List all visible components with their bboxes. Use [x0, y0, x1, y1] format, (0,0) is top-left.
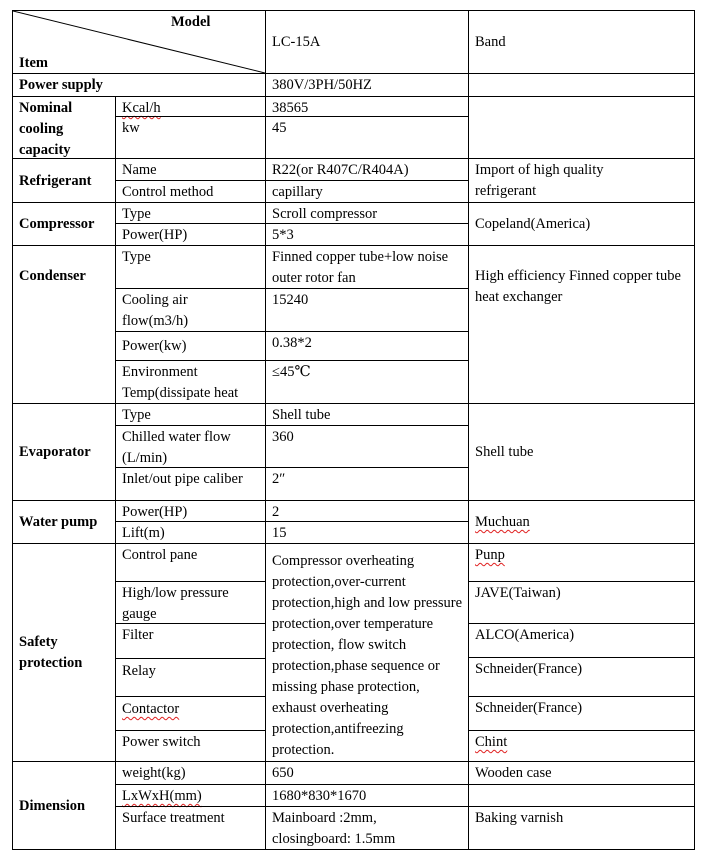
evaporator-label: Evaporator: [12, 403, 116, 501]
dimension-band: Wooden case: [468, 761, 695, 785]
safety-band: Punp: [468, 543, 695, 582]
water-pump-band: Muchuan: [468, 500, 695, 544]
refrigerant-band: Import of high quality refrigerant: [468, 158, 695, 203]
compressor-band: Copeland(America): [468, 202, 695, 246]
dimension-band: Baking varnish: [468, 806, 695, 850]
condenser-value: 15240: [265, 288, 469, 332]
water-pump-value: 2: [265, 500, 469, 522]
evaporator-band: Shell tube: [468, 403, 695, 501]
evaporator-param: Inlet/out pipe caliber: [115, 467, 266, 501]
safety-band: JAVE(Taiwan): [468, 581, 695, 624]
condenser-band-text: High efficiency Finned copper tube heat exchanger: [475, 268, 681, 305]
refrigerant-param: Name: [115, 158, 266, 181]
compressor-param: Power(HP): [115, 223, 266, 246]
condenser-param: Type: [115, 245, 266, 289]
safety-band: ALCO(America): [468, 623, 695, 658]
safety-band: Schneider(France): [468, 696, 695, 731]
safety-param: Filter: [115, 623, 266, 659]
power-supply-value: 380V/3PH/50HZ: [265, 73, 469, 97]
condenser-band: [468, 245, 695, 404]
condenser-param: Power(kw): [115, 331, 266, 361]
safety-description: Compressor overheating protection,over-current protection,high and low pressure protection,over temperature protection, flow switch protection,phase sequence or missing phase protection, exhaust overheating protection,antifreezing protection.: [265, 543, 469, 762]
header-corner-cell: [12, 10, 266, 74]
compressor-value: 5*3: [265, 223, 469, 246]
safety-param: Contactor: [115, 696, 266, 731]
evaporator-param: Chilled water flow (L/min): [115, 425, 266, 468]
water-pump-param: Lift(m): [115, 521, 266, 544]
safety-band: Schneider(France): [468, 657, 695, 697]
evaporator-value: Shell tube: [265, 403, 469, 426]
refrigerant-param: Control method: [115, 180, 266, 203]
safety-param: Relay: [115, 658, 266, 697]
dimension-value: 1680*830*1670: [265, 784, 469, 807]
dimension-param: Surface treatment: [115, 806, 266, 850]
evaporator-value: 360: [265, 425, 469, 468]
safety-param: Power switch: [115, 730, 266, 762]
cooling-param: Kcal/h: [115, 96, 266, 117]
cooling-band: [468, 96, 695, 159]
refrigerant-value: R22(or R407C/R404A): [265, 158, 469, 181]
model-value-header: LC-15A: [265, 10, 469, 74]
water-pump-param: Power(HP): [115, 500, 266, 522]
cooling-value: 45: [265, 116, 469, 159]
cooling-value: 38565: [265, 96, 469, 117]
compressor-label: Compressor: [12, 202, 116, 246]
condenser-value: 0.38*2: [265, 331, 469, 361]
dimension-band: [468, 784, 695, 807]
safety-param: High/low pressure gauge: [115, 581, 266, 624]
safety-label: Safety protection: [12, 543, 116, 762]
band-header: Band: [468, 10, 695, 74]
evaporator-param: Type: [115, 403, 266, 426]
safety-band: Chint: [468, 730, 695, 762]
condenser-value: Finned copper tube+low noise outer rotor fan: [265, 245, 469, 289]
condenser-label: Condenser: [12, 245, 116, 404]
dimension-param: weight(kg): [115, 761, 266, 785]
compressor-value: Scroll compressor: [265, 202, 469, 224]
evaporator-value: 2″: [265, 467, 469, 501]
compressor-param: Type: [115, 202, 266, 224]
power-supply-label: Power supply: [12, 73, 266, 97]
dimension-param: LxWxH(mm): [115, 784, 266, 807]
cooling-param: kw: [115, 116, 266, 159]
item-header-label: Item: [19, 55, 48, 71]
condenser-value: ≤45℃: [265, 360, 469, 404]
water-pump-value: 15: [265, 521, 469, 544]
model-header-label: Model: [171, 14, 211, 30]
cooling-label: Nominal cooling capacity: [12, 96, 116, 159]
safety-param: Control pane: [115, 543, 266, 582]
refrigerant-label: Refrigerant: [12, 158, 116, 203]
water-pump-label: Water pump: [12, 500, 116, 544]
condenser-param: Environment Temp(dissipate heat: [115, 360, 266, 404]
dimension-value: 650: [265, 761, 469, 785]
diagonal-line: [13, 11, 265, 73]
power-supply-band: [468, 73, 695, 97]
condenser-param: Cooling air flow(m3/h): [115, 288, 266, 332]
dimension-label: Dimension: [12, 761, 116, 850]
dimension-value: Mainboard :2mm, closingboard: 1.5mm: [265, 806, 469, 850]
refrigerant-value: capillary: [265, 180, 469, 203]
